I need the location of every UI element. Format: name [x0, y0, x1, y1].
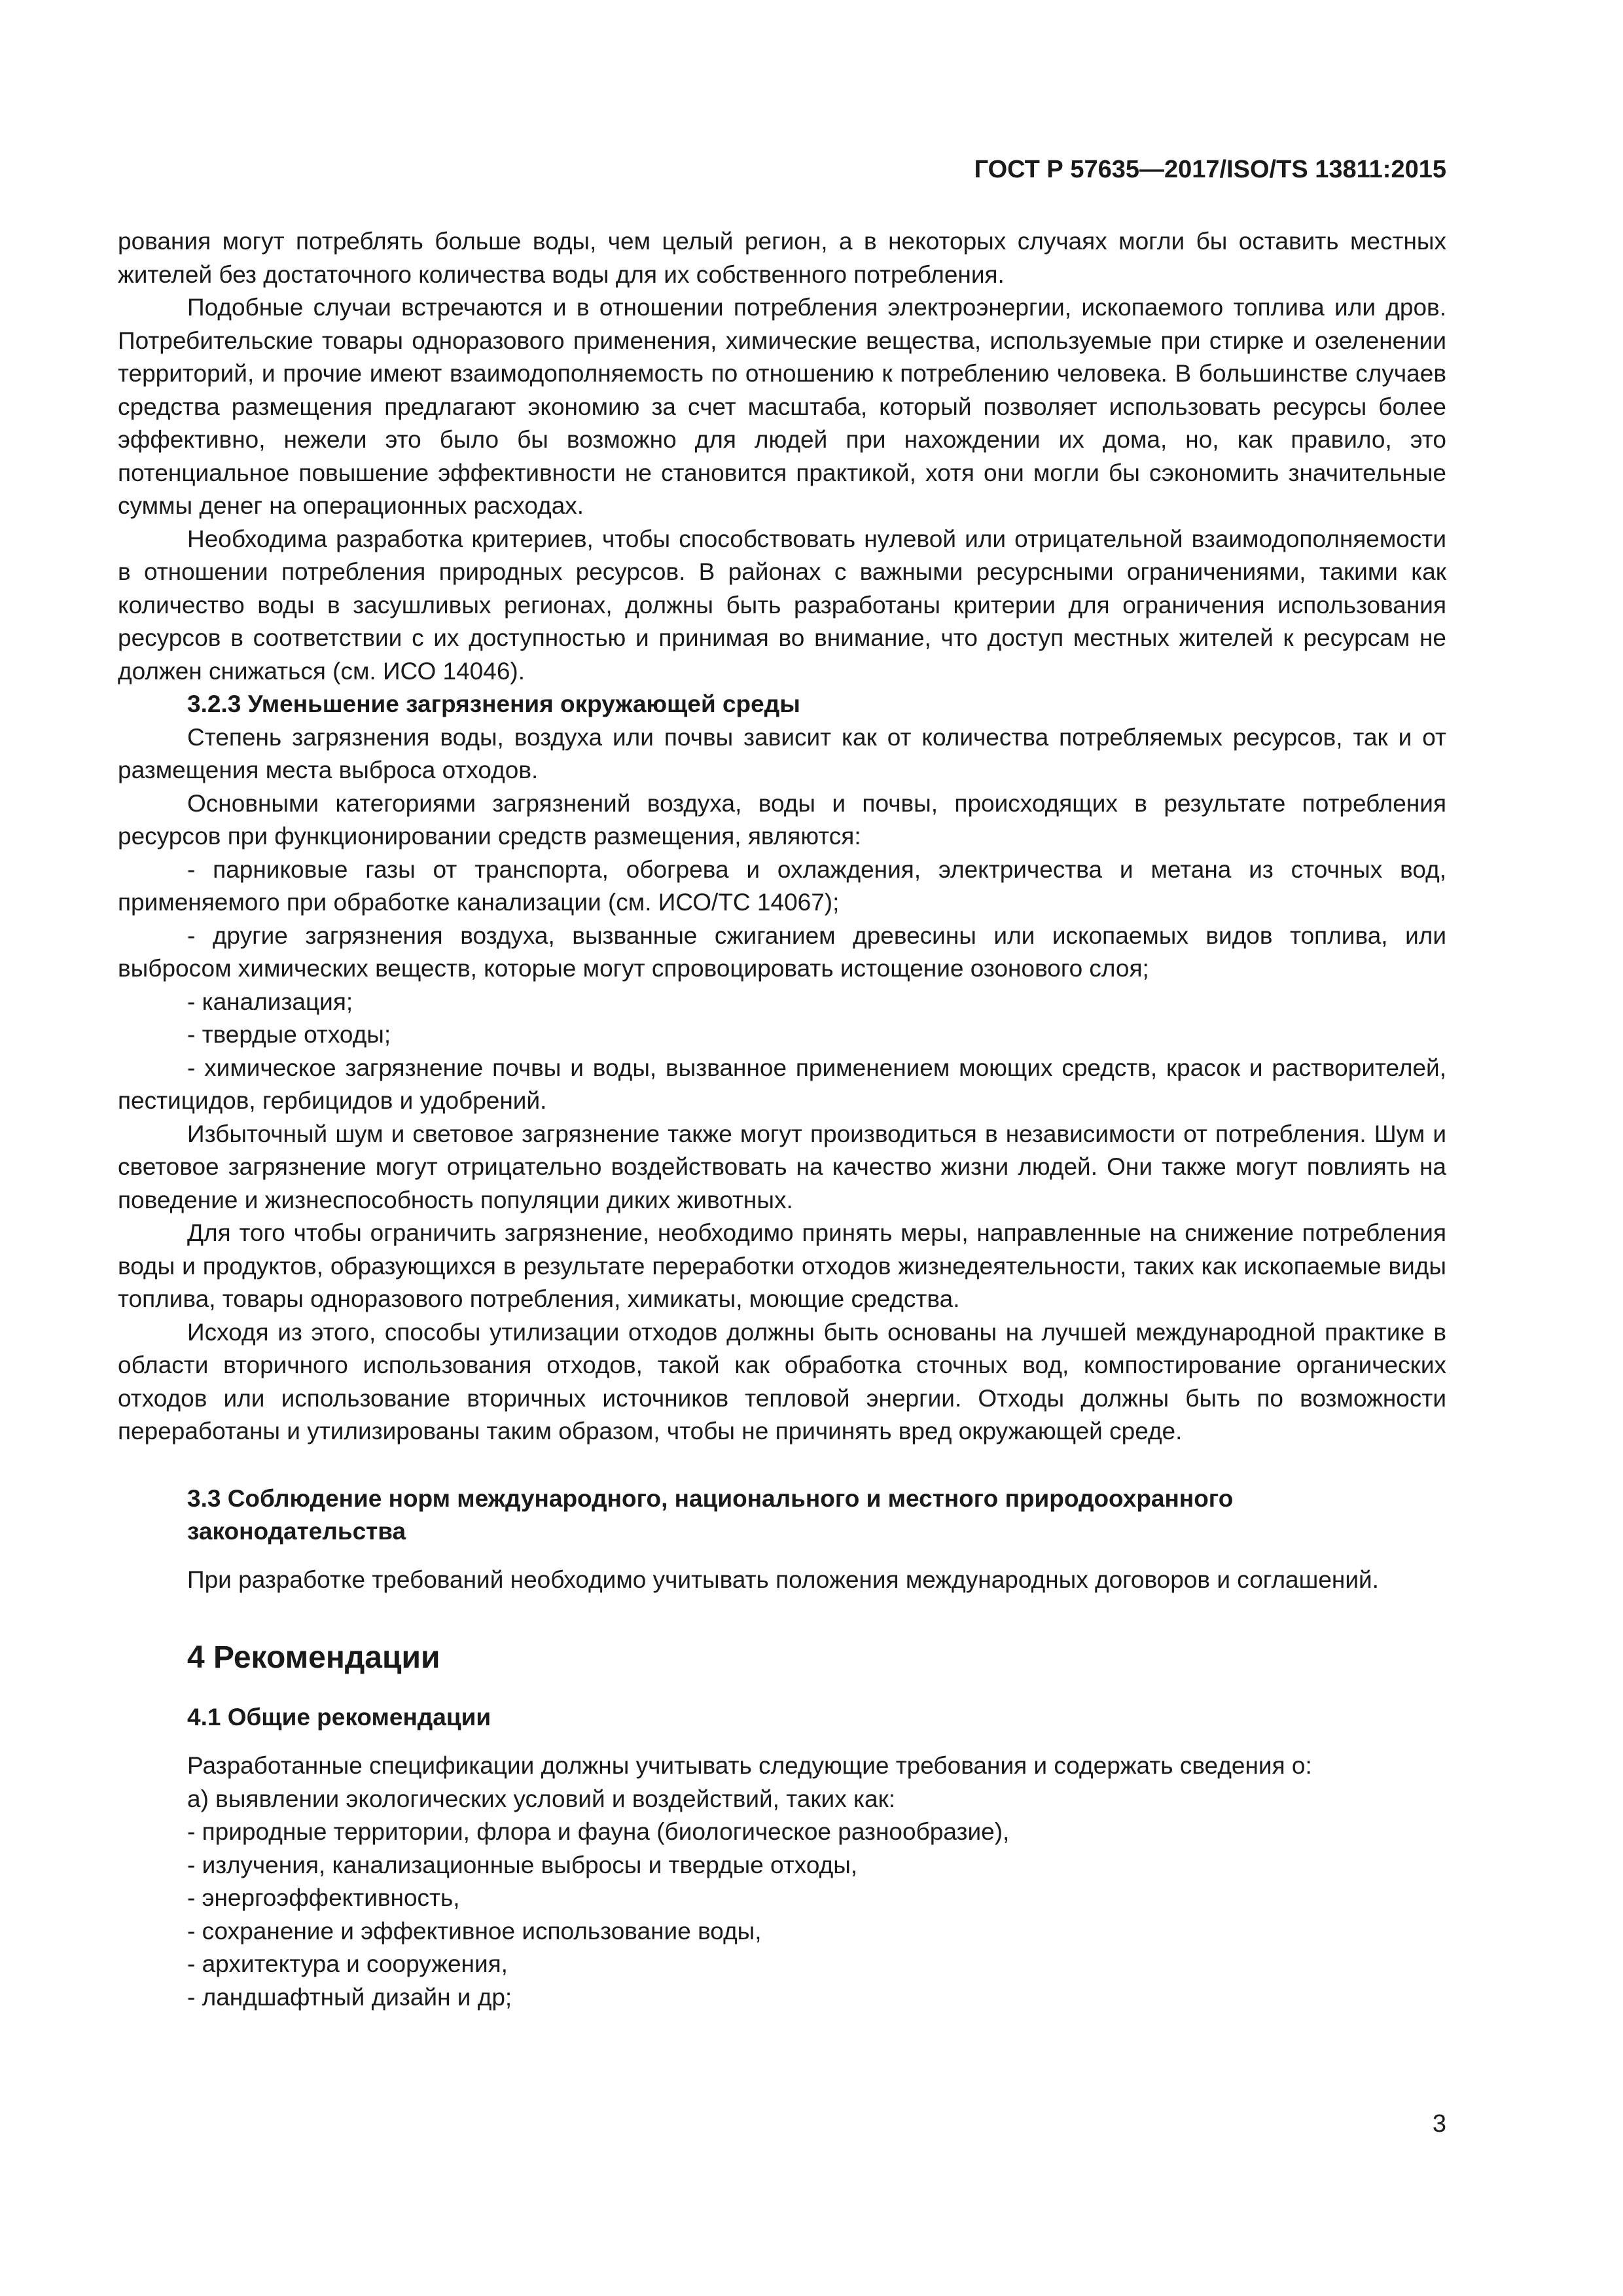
paragraph: Исходя из этого, способы утилизации отходов должны быть основаны на лучшей международной практике в области вторичного использования отходов, такой как обработка сточных вод, компостирование органических отходов или использование вторичных источников тепловой энергии. Отходы должны быть по возможности переработаны и утилизированы таким образом, чтобы не причинять вред окружающей среде.: [118, 1318, 1446, 1444]
list-item: - архитектура и сооружения,: [187, 1950, 508, 1977]
paragraph: Разработанные спецификации должны учитывать следующие требования и содержать сведения о:: [187, 1752, 1312, 1779]
section-title-3-3: 3.3 Соблюдение норм международного, национального и местного природоохранного законодательства: [187, 1484, 1234, 1545]
section-title-4: 4 Рекомендации: [187, 1640, 440, 1675]
paragraph-continuation: рования могут потреблять больше воды, чем целый регион, а в некоторых случаях могли бы оставить местных жителей без достаточного количества воды для их собственного потребления.: [118, 228, 1446, 288]
section-title-4-1: 4.1 Общие рекомендации: [187, 1704, 491, 1731]
paragraph: При разработке требований необходимо учитывать положения международных договоров и соглашений.: [187, 1566, 1379, 1593]
list-item: - канализация;: [187, 988, 353, 1015]
subsection-title-3-2-3: 3.2.3 Уменьшение загрязнения окружающей среды: [187, 691, 800, 717]
paragraph: Подобные случаи встречаются и в отношении потребления электроэнергии, ископаемого топлива или дров. Потребительские товары одноразового применения, химические вещества, используемые при стирке и озеленении территорий, и прочие имеют взаимодополняемость по отношению к потреблению человека. В большинстве случаев средства размещения предлагают экономию за счет масштаба, который позволяет использовать ресурсы более эффективно, нежели это было бы возможно для людей при нахождении их дома, но, как правило, это потенциальное повышение эффективности не становится практикой, хотя они могли бы сэкономить значительные суммы денег на операционных расходах.: [118, 294, 1446, 519]
paragraph: Степень загрязнения воды, воздуха или почвы зависит как от количества потребляемых ресурсов, так и от размещения места выброса отходов.: [118, 723, 1446, 783]
list-item-a: а) выявлении экологических условий и воздействий, таких как:: [187, 1785, 896, 1812]
list-item: - парниковые газы от транспорта, обогрева и охлаждения, электричества и метана из сточных вод, применяемого при обработке канализации (см. ИСО/ТС 14067);: [118, 855, 1446, 916]
paragraph: Для того чтобы ограничить загрязнение, необходимо принять меры, направленные на снижение потребления воды и продуктов, образующихся в результате переработки отходов жизнедеятельности, таких как ископаемые виды топлива, товары одноразового потребления, химикаты, моющие средства.: [118, 1219, 1446, 1312]
list-item: - излучения, канализационные выбросы и твердые отходы,: [187, 1851, 858, 1878]
list-item: - другие загрязнения воздуха, вызванные сжиганием древесины или ископаемых видов топлива, или выбросом химических веществ, которые могут спровоцировать истощение озонового слоя;: [118, 922, 1446, 982]
page-number: 3: [1432, 2110, 1446, 2138]
standard-header: ГОСТ Р 57635—2017/ISO/TS 13811:2015: [974, 156, 1446, 183]
list-item: - энергоэффективность,: [187, 1884, 460, 1911]
list-item: - природные территории, флора и фауна (биологическое разнообразие),: [187, 1818, 1010, 1845]
list-item: - твердые отходы;: [187, 1021, 391, 1048]
list-item: - химическое загрязнение почвы и воды, вызванное применением моющих средств, красок и растворителей, пестицидов, гербицидов и удобрений.: [118, 1054, 1446, 1114]
page-content: [118, 225, 1446, 2014]
list-item: - сохранение и эффективное использование воды,: [187, 1917, 762, 1945]
paragraph: Избыточный шум и световое загрязнение также могут производиться в независимости от потребления. Шум и световое загрязнение могут отрицательно воздействовать на качество жизни людей. Они также могут повлиять на поведение и жизнеспособность популяции диких животных.: [118, 1120, 1446, 1213]
list-item: - ландшафтный дизайн и др;: [187, 1983, 512, 2011]
paragraph: Основными категориями загрязнений воздуха, воды и почвы, происходящих в результате потребления ресурсов при функционировании средств размещения, являются:: [118, 789, 1446, 850]
paragraph: Необходима разработка критериев, чтобы способствовать нулевой или отрицательной взаимодополняемости в отношении потребления природных ресурсов. В районах с важными ресурсными ограничениями, такими как количество воды в засушливых регионах, должны быть разработаны критерии для ограничения использования ресурсов в соответствии с их доступностью и принимая во внимание, что доступ местных жителей к ресурсам не должен снижаться (см. ИСО 14046).: [118, 525, 1446, 685]
